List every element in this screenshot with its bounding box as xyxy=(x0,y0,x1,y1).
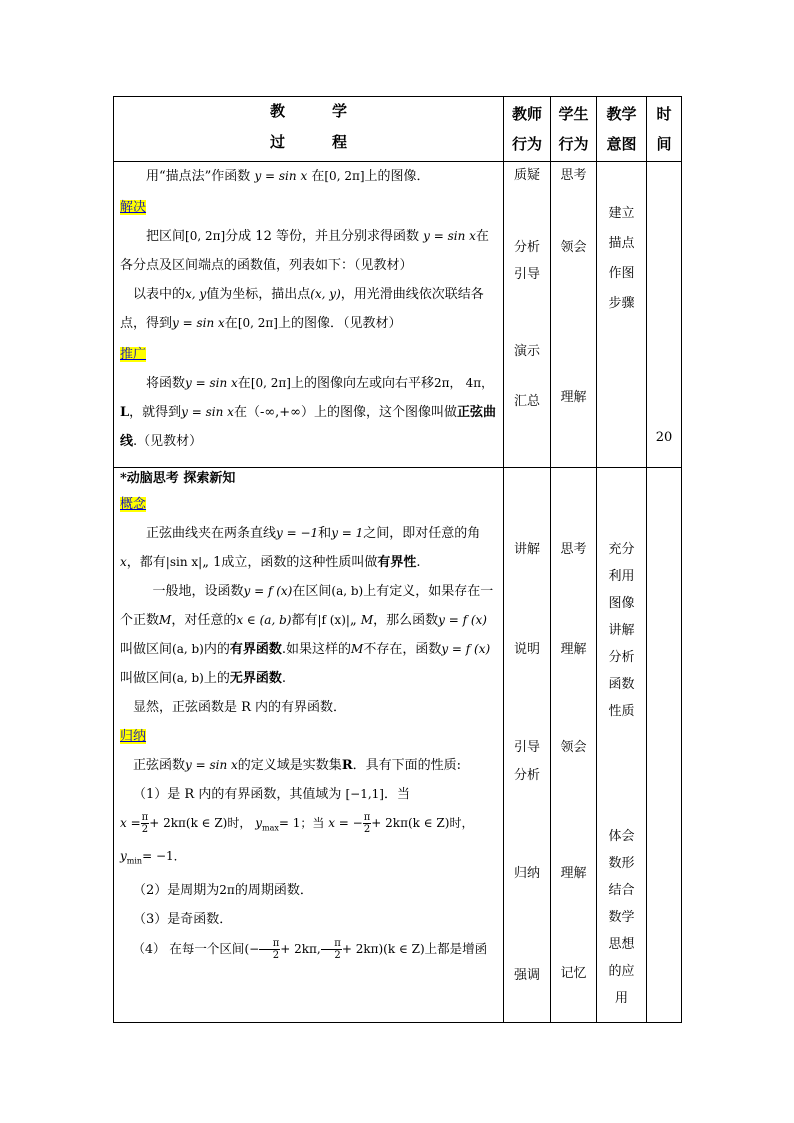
section1-content xyxy=(114,162,504,468)
tag-solve: 解决 xyxy=(120,200,147,215)
section2-content xyxy=(114,468,504,1023)
s2-prop4: （4） 在每一个区间(− $\frac{\pi}{2}$ + 2kπ, $\frac{\pi}{2}$ + 2kπ)(k ∈ Z)上都是增函 xyxy=(132,937,488,961)
s2-concept1: 正弦曲线夹在两条直线y = −1和y = 1之间，即对任意的角 x，都有|sin x|„ 1成立，函数的这种性质叫做有界性. xyxy=(120,526,481,570)
header-teacher-behavior: 教师 行为 xyxy=(504,97,551,162)
s2-concept3: 显然，正弦函数是 R 内的有界函数． xyxy=(133,700,347,715)
s1-line1: 用“描点法”作函数 y = sin x 在[0, 2π]上的图像． xyxy=(146,169,430,184)
s2-intent-col: 充分 利用 图像 讲解 分析 函数 性质 体会 数形 结合 数学 思想 的应 用 xyxy=(597,468,647,1023)
s1-teacher-col: 质疑 分析 引导 演示 汇总 xyxy=(504,162,551,468)
s1-intent-col: 建立 描点 作图 步骤 xyxy=(597,162,647,468)
s2-prop1-cond: x = $\frac{\pi}{2}$ + 2kπ(k ∈ Z)时， $y_{max}= 1$；当 x = − $\frac{\pi}{2}$ + 2kπ(k ∈ Z)时， xyxy=(120,812,474,835)
s2-concept2: 一般地，设函数y = f (x)在区间(a, b)上有定义，如果存在一个正数M，对任意的x ∈ (a, b)都有|f (x)|„ M，那么函数y = f (x)叫做区间(a, b)内的有界函数.如果这样的M不存在，函数y = f (x)叫做区间(a, b)上的无界函数. xyxy=(120,584,494,686)
s2-teacher-col: 讲解 说明 引导 分析 归纳 强调 xyxy=(504,468,551,1023)
s1-para3: 将函数y = sin x在[0, 2π]上的图像向左或向右平移2π， 4π， L，就得到y = sin x在（-∞,+∞）上的图像，这个图像叫做正弦曲线.（见教材） xyxy=(120,376,497,449)
tag-concept: 概念 xyxy=(120,497,147,512)
s2-time-col xyxy=(647,468,682,1023)
s1-para1: 把区间[0, 2π]分成 12 等份，并且分别求得函数 y = sin x在各分点及区间端点的函数值，列表如下：（见教材） xyxy=(120,229,489,273)
tag-induce: 归纳 xyxy=(120,729,147,744)
section1-row xyxy=(114,162,682,468)
s1-para2: 以表中的x, y值为坐标，描出点(x, y)，用光滑曲线依次联结各点，得到y = sin x在[0, 2π]上的图像．（见教材） xyxy=(120,287,484,331)
tag-extend: 推广 xyxy=(120,347,147,362)
header-teaching-intent: 教学 意图 xyxy=(597,97,647,162)
s2-prop1-min: $y_{min}= -1$． xyxy=(120,849,186,866)
header-row xyxy=(114,97,682,162)
s2-student-col: 思考 理解 领会 理解 记忆 xyxy=(551,468,597,1023)
header-time: 时 间 xyxy=(647,97,682,162)
s2-induce1: 正弦函数y = sin x的定义域是实数集R．具有下面的性质: xyxy=(133,758,462,773)
header-student-behavior: 学生 行为 xyxy=(551,97,597,162)
header-teaching-process: 教 学 过 程 xyxy=(114,97,504,162)
s2-prop1: （1）是 R 内的有界函数，其值域为 [−1,1]．当 xyxy=(133,787,410,802)
lesson-plan-table xyxy=(113,96,682,1023)
s2-prop2: （2）是周期为2π的周期函数． xyxy=(133,882,313,898)
s2-prop3: （3）是奇函数． xyxy=(133,911,233,927)
section2-row xyxy=(114,468,682,1023)
s1-student-col: 思考 领会 理解 xyxy=(551,162,597,468)
s1-time-col: 20 xyxy=(647,162,682,468)
s2-title: *动脑思考 探索新知 xyxy=(120,471,236,486)
